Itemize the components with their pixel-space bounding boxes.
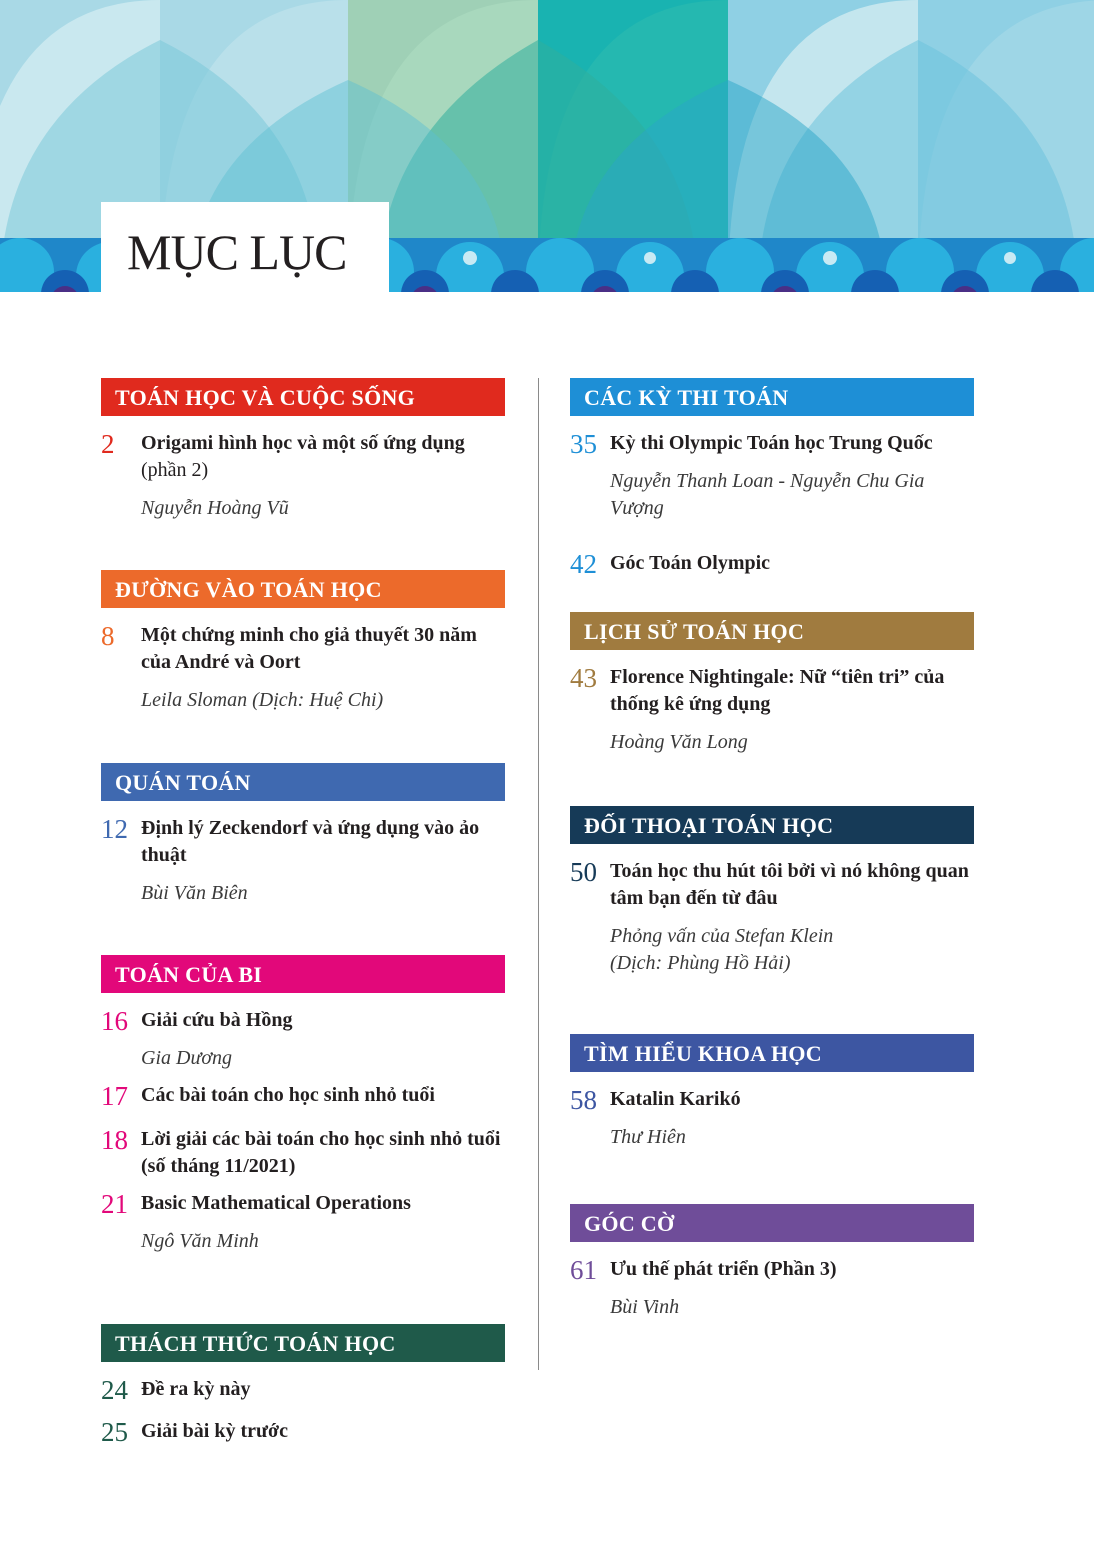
page-number: 24: [101, 1375, 128, 1405]
page-number: 12: [101, 814, 128, 844]
entry-title-text: Định lý Zeckendorf và ứng dụng vào ảo thuật: [141, 817, 480, 866]
toc-entry[interactable]: [101, 1418, 505, 1450]
entry-body: [141, 1082, 505, 1109]
entry-list: [101, 993, 505, 1255]
section-header: QUÁN TOÁN: [101, 763, 505, 801]
toc-entry[interactable]: [570, 1256, 974, 1321]
section-header: TOÁN CỦA BI: [101, 955, 505, 993]
entry-title-text: Florence Nightingale: Nữ “tiên tri” của thống kê ứng dụng: [610, 666, 945, 715]
entry-title-text: Basic Mathematical Operations: [141, 1192, 411, 1214]
column-divider: [538, 378, 539, 1370]
page-number: 35: [570, 429, 597, 459]
entry-title: [610, 664, 974, 718]
section-duong-vao-toan-hoc: [101, 570, 505, 714]
page-number: 8: [101, 621, 115, 651]
toc-entry[interactable]: [570, 1086, 974, 1151]
entry-title-text: Giải bài kỳ trước: [141, 1420, 288, 1442]
entry-title: [610, 1256, 974, 1283]
toc-entry[interactable]: [101, 1190, 505, 1255]
section-header: ĐỐI THOẠI TOÁN HỌC: [570, 806, 974, 844]
section-header: GÓC CỜ: [570, 1204, 974, 1242]
entry-title: [610, 430, 974, 457]
toc-entry[interactable]: [570, 430, 974, 522]
entry-list: [570, 1242, 974, 1321]
entry-list: [101, 608, 505, 714]
entry-title-text: Ưu thế phát triển (Phần 3): [610, 1258, 837, 1280]
entry-body: [141, 622, 505, 714]
page-title: MỤC LỤC: [127, 224, 347, 280]
entry-body: [141, 1126, 505, 1180]
section-doi-thoai-toan-hoc: [570, 806, 974, 977]
page-number: 61: [570, 1255, 597, 1285]
entry-list: [570, 844, 974, 977]
entry-title-text: Một chứng minh cho giả thuyết 30 năm của André và Oort: [141, 624, 477, 673]
entry-body: [141, 815, 505, 907]
page-number: 2: [101, 429, 115, 459]
entry-author: Nguyễn Thanh Loan - Nguyễn Chu Gia Vượng: [610, 470, 925, 519]
title-box: [101, 202, 389, 294]
entry-title: [141, 430, 505, 484]
entry-body: [610, 1086, 974, 1151]
entry-title-text: Đề ra kỳ này: [141, 1378, 251, 1400]
entry-title-text: Góc Toán Olympic: [610, 552, 771, 574]
entry-body: [610, 1256, 974, 1321]
section-thach-thuc-toan-hoc: [101, 1324, 505, 1450]
entry-list: [570, 650, 974, 756]
page-number: 25: [101, 1417, 128, 1447]
toc-entry[interactable]: [570, 858, 974, 977]
page-number: 42: [570, 549, 597, 579]
section-header: THÁCH THỨC TOÁN HỌC: [101, 1324, 505, 1362]
entry-title: [141, 1126, 505, 1180]
entry-title-text: Origami hình học và một số ứng dụng: [141, 432, 465, 454]
entry-title-text: Katalin Karikó: [610, 1088, 741, 1110]
entry-title: [141, 622, 505, 676]
entry-title: [141, 1376, 505, 1403]
entry-title-text: Các bài toán cho học sinh nhỏ tuổi: [141, 1084, 435, 1106]
page-number: 16: [101, 1006, 128, 1036]
entry-title-text: Lời giải các bài toán cho học sinh nhỏ tuổi (số tháng 11/2021): [141, 1128, 501, 1177]
section-header: ĐƯỜNG VÀO TOÁN HỌC: [101, 570, 505, 608]
entry-title-text: Giải cứu bà Hồng: [141, 1009, 293, 1031]
toc-entry[interactable]: [570, 550, 974, 582]
entry-title-text: Toán học thu hút tôi bởi vì nó không quan tâm bạn đến từ đâu: [610, 860, 969, 909]
entry-list: [570, 1072, 974, 1151]
section-cac-ky-thi-toan: [570, 378, 974, 582]
toc-entry[interactable]: [101, 430, 505, 522]
page-number: 21: [101, 1189, 128, 1219]
page-number: 18: [101, 1125, 128, 1155]
section-header: TÌM HIỂU KHOA HỌC: [570, 1034, 974, 1072]
toc-entry[interactable]: [101, 622, 505, 714]
page-number: 58: [570, 1085, 597, 1115]
entry-list: [570, 416, 974, 582]
entry-list: [101, 1362, 505, 1450]
section-lich-su-toan-hoc: [570, 612, 974, 756]
entry-author: Thư Hiên: [610, 1126, 686, 1148]
entry-body: [610, 858, 974, 977]
entry-body: [610, 550, 974, 577]
section-toan-cua-bi: [101, 955, 505, 1255]
entry-title-extra: (phần 2): [141, 459, 209, 481]
entry-title: [141, 1190, 505, 1217]
toc-entry[interactable]: [101, 815, 505, 907]
entry-list: [101, 801, 505, 907]
section-tim-hieu-khoa-hoc: [570, 1034, 974, 1151]
entry-author: Hoàng Văn Long: [610, 731, 748, 753]
entry-title: [610, 1086, 974, 1113]
page-number: 17: [101, 1081, 128, 1111]
section-header: CÁC KỲ THI TOÁN: [570, 378, 974, 416]
toc-entry[interactable]: [101, 1126, 505, 1180]
entry-body: [141, 1190, 505, 1255]
entry-author: Phỏng vấn của Stefan Klein (Dịch: Phùng Hồ Hải): [610, 925, 834, 974]
entry-title: [141, 1082, 505, 1109]
section-quan-toan: [101, 763, 505, 907]
toc-entry[interactable]: [570, 664, 974, 756]
entry-body: [141, 1376, 505, 1403]
entry-title: [141, 815, 505, 869]
entry-body: [610, 664, 974, 756]
entry-author: Gia Dương: [141, 1047, 233, 1069]
entry-body: [141, 1418, 505, 1445]
entry-body: [610, 430, 974, 522]
toc-entry[interactable]: [101, 1082, 505, 1114]
entry-author: Ngô Văn Minh: [141, 1230, 259, 1252]
entry-title: [141, 1418, 505, 1445]
section-header: TOÁN HỌC VÀ CUỘC SỐNG: [101, 378, 505, 416]
section-goc-co: [570, 1204, 974, 1321]
page-number: 43: [570, 663, 597, 693]
entry-author: Leila Sloman (Dịch: Huệ Chi): [141, 689, 384, 711]
toc-entry[interactable]: [101, 1007, 505, 1072]
entry-title: [141, 1007, 505, 1034]
entry-body: [141, 430, 505, 522]
section-header: LỊCH SỬ TOÁN HỌC: [570, 612, 974, 650]
entry-title: [610, 858, 974, 912]
entry-title-text: Kỳ thi Olympic Toán học Trung Quốc: [610, 432, 933, 454]
toc-entry[interactable]: [101, 1376, 505, 1408]
section-toan-hoc-va-cuoc-song: [101, 378, 505, 522]
entry-list: [101, 416, 505, 522]
entry-title: [610, 550, 974, 577]
entry-author: Nguyễn Hoàng Vũ: [141, 497, 289, 519]
entry-body: [141, 1007, 505, 1072]
entry-author: Bùi Vinh: [610, 1296, 680, 1318]
entry-author: Bùi Văn Biên: [141, 882, 248, 904]
page-number: 50: [570, 857, 597, 887]
